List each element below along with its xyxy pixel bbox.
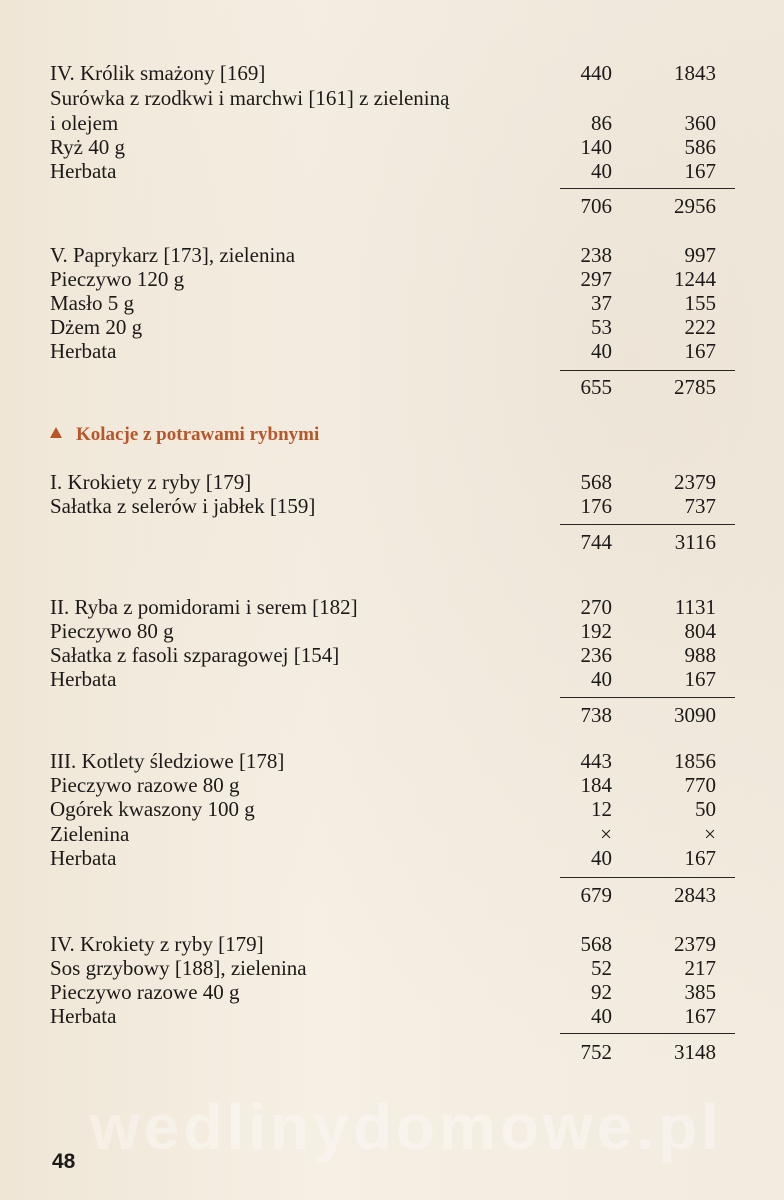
kcal-value: 53 xyxy=(591,315,612,339)
kcal-value: 568 xyxy=(580,470,612,494)
dish-name: Dżem 20 g xyxy=(50,315,143,339)
kj-value: 385 xyxy=(684,980,716,1004)
watermark: wedlinydomowe.pl xyxy=(90,1091,723,1163)
kj-value: 217 xyxy=(684,956,716,980)
page-number: 48 xyxy=(52,1150,76,1173)
kcal-value: 40 xyxy=(591,339,612,363)
dish-name: Herbata xyxy=(50,339,117,363)
kj-value: 167 xyxy=(684,667,716,691)
menu-row xyxy=(50,1003,740,1029)
total-kcal: 752 xyxy=(580,1040,612,1064)
menu-row xyxy=(50,158,740,184)
kj-value: 167 xyxy=(684,159,716,183)
kcal-value: 40 xyxy=(591,667,612,691)
dish-name: Ryż 40 g xyxy=(50,135,125,159)
total-kcal: 744 xyxy=(580,530,612,554)
dish-name: Pieczywo razowe 80 g xyxy=(50,773,240,797)
section-heading-text: Kolacje z potrawami rybnymi xyxy=(76,424,320,445)
kcal-value: 140 xyxy=(580,135,612,159)
kj-value: 2379 xyxy=(674,932,716,956)
kj-value: 167 xyxy=(684,846,716,870)
kj-value: 222 xyxy=(684,315,716,339)
kj-value: 1856 xyxy=(674,749,716,773)
dish-name: III. Kotlety śledziowe [178] xyxy=(50,749,285,773)
total-kj: 3148 xyxy=(674,1040,716,1064)
menu-row xyxy=(50,979,740,1005)
menu-row xyxy=(50,290,740,316)
total-kcal: 706 xyxy=(580,194,612,218)
kcal-value: 40 xyxy=(591,846,612,870)
menu-row xyxy=(50,110,740,136)
kcal-value: × xyxy=(600,822,612,846)
menu-row xyxy=(50,314,740,340)
dish-name: IV. Królik smażony [169] xyxy=(50,61,266,85)
dish-name: IV. Krokiety z ryby [179] xyxy=(50,932,264,956)
total-row xyxy=(50,529,740,555)
menu-row xyxy=(50,666,740,692)
menu-row xyxy=(50,469,740,495)
kcal-value: 238 xyxy=(580,243,612,267)
total-row xyxy=(50,702,740,728)
kj-value: × xyxy=(704,822,716,846)
menu-row xyxy=(50,796,740,822)
kcal-value: 176 xyxy=(580,494,612,518)
kj-value: 360 xyxy=(684,111,716,135)
kj-value: 770 xyxy=(684,773,716,797)
kcal-value: 37 xyxy=(591,291,612,315)
total-kj: 2956 xyxy=(674,194,716,218)
dish-name: Pieczywo 80 g xyxy=(50,619,174,643)
menu-row xyxy=(50,845,740,871)
sum-rule xyxy=(560,697,735,698)
menu-row xyxy=(50,821,740,847)
menu-row xyxy=(50,931,740,957)
dish-name: I. Krokiety z ryby [179] xyxy=(50,470,252,494)
kcal-value: 236 xyxy=(580,643,612,667)
sum-rule xyxy=(560,1033,735,1034)
total-kj: 2785 xyxy=(674,375,716,399)
section-heading xyxy=(50,422,319,448)
dish-name: Masło 5 g xyxy=(50,291,134,315)
kj-value: 167 xyxy=(684,339,716,363)
menu-row xyxy=(50,772,740,798)
dish-name: Surówka z rzodkwi i marchwi [161] z zieleniną xyxy=(50,86,450,110)
dish-name: Zielenina xyxy=(50,822,130,846)
dish-name: Herbata xyxy=(50,159,117,183)
total-kcal: 679 xyxy=(580,883,612,907)
dish-name: Herbata xyxy=(50,667,117,691)
dish-name: Herbata xyxy=(50,1004,117,1028)
dish-name: Sałatka z selerów i jabłek [159] xyxy=(50,494,316,518)
total-kj: 3090 xyxy=(674,703,716,727)
menu-row xyxy=(50,134,740,160)
triangle-icon xyxy=(50,427,62,438)
kcal-value: 568 xyxy=(580,932,612,956)
kcal-value: 12 xyxy=(591,797,612,821)
dish-name: Pieczywo 120 g xyxy=(50,267,185,291)
menu-row xyxy=(50,338,740,364)
sum-rule xyxy=(560,877,735,878)
dish-name: V. Paprykarz [173], zielenina xyxy=(50,243,296,267)
menu-row xyxy=(50,493,740,519)
total-kj: 2843 xyxy=(674,883,716,907)
menu-row xyxy=(50,642,740,668)
menu-row xyxy=(50,955,740,981)
total-row xyxy=(50,374,740,400)
total-kj: 3116 xyxy=(674,530,716,554)
sum-rule xyxy=(560,188,735,189)
total-kcal: 655 xyxy=(580,375,612,399)
menu-row xyxy=(50,85,740,111)
kcal-value: 270 xyxy=(580,595,612,619)
dish-name: II. Ryba z pomidorami i serem [182] xyxy=(50,595,358,619)
dish-name: Pieczywo razowe 40 g xyxy=(50,980,240,1004)
total-row xyxy=(50,193,740,219)
sum-rule xyxy=(560,370,735,371)
kcal-value: 192 xyxy=(580,619,612,643)
kcal-value: 86 xyxy=(591,111,612,135)
dish-name: Sałatka z fasoli szparagowej [154] xyxy=(50,643,340,667)
kj-value: 988 xyxy=(684,643,716,667)
kj-value: 50 xyxy=(695,797,716,821)
menu-row xyxy=(50,618,740,644)
total-row xyxy=(50,882,740,908)
kcal-value: 40 xyxy=(591,1004,612,1028)
kcal-value: 184 xyxy=(580,773,612,797)
dish-name: Herbata xyxy=(50,846,117,870)
kcal-value: 443 xyxy=(580,749,612,773)
kj-value: 167 xyxy=(684,1004,716,1028)
kj-value: 737 xyxy=(684,494,716,518)
kj-value: 997 xyxy=(684,243,716,267)
dish-name: Sos grzybowy [188], zielenina xyxy=(50,956,307,980)
dish-name: i olejem xyxy=(50,111,119,135)
kj-value: 1843 xyxy=(674,61,716,85)
menu-row xyxy=(50,594,740,620)
kcal-value: 40 xyxy=(591,159,612,183)
kcal-value: 92 xyxy=(591,980,612,1004)
sum-rule xyxy=(560,524,735,525)
kj-value: 1131 xyxy=(674,595,716,619)
menu-row xyxy=(50,266,740,292)
kj-value: 155 xyxy=(684,291,716,315)
kj-value: 586 xyxy=(684,135,716,159)
kcal-value: 440 xyxy=(580,61,612,85)
dish-name: Ogórek kwaszony 100 g xyxy=(50,797,255,821)
menu-row xyxy=(50,242,740,268)
kcal-value: 297 xyxy=(580,267,612,291)
total-kcal: 738 xyxy=(580,703,612,727)
kj-value: 804 xyxy=(684,619,716,643)
kj-value: 1244 xyxy=(674,267,716,291)
total-row xyxy=(50,1039,740,1065)
kj-value: 2379 xyxy=(674,470,716,494)
menu-row xyxy=(50,60,740,86)
menu-row xyxy=(50,748,740,774)
kcal-value: 52 xyxy=(591,956,612,980)
